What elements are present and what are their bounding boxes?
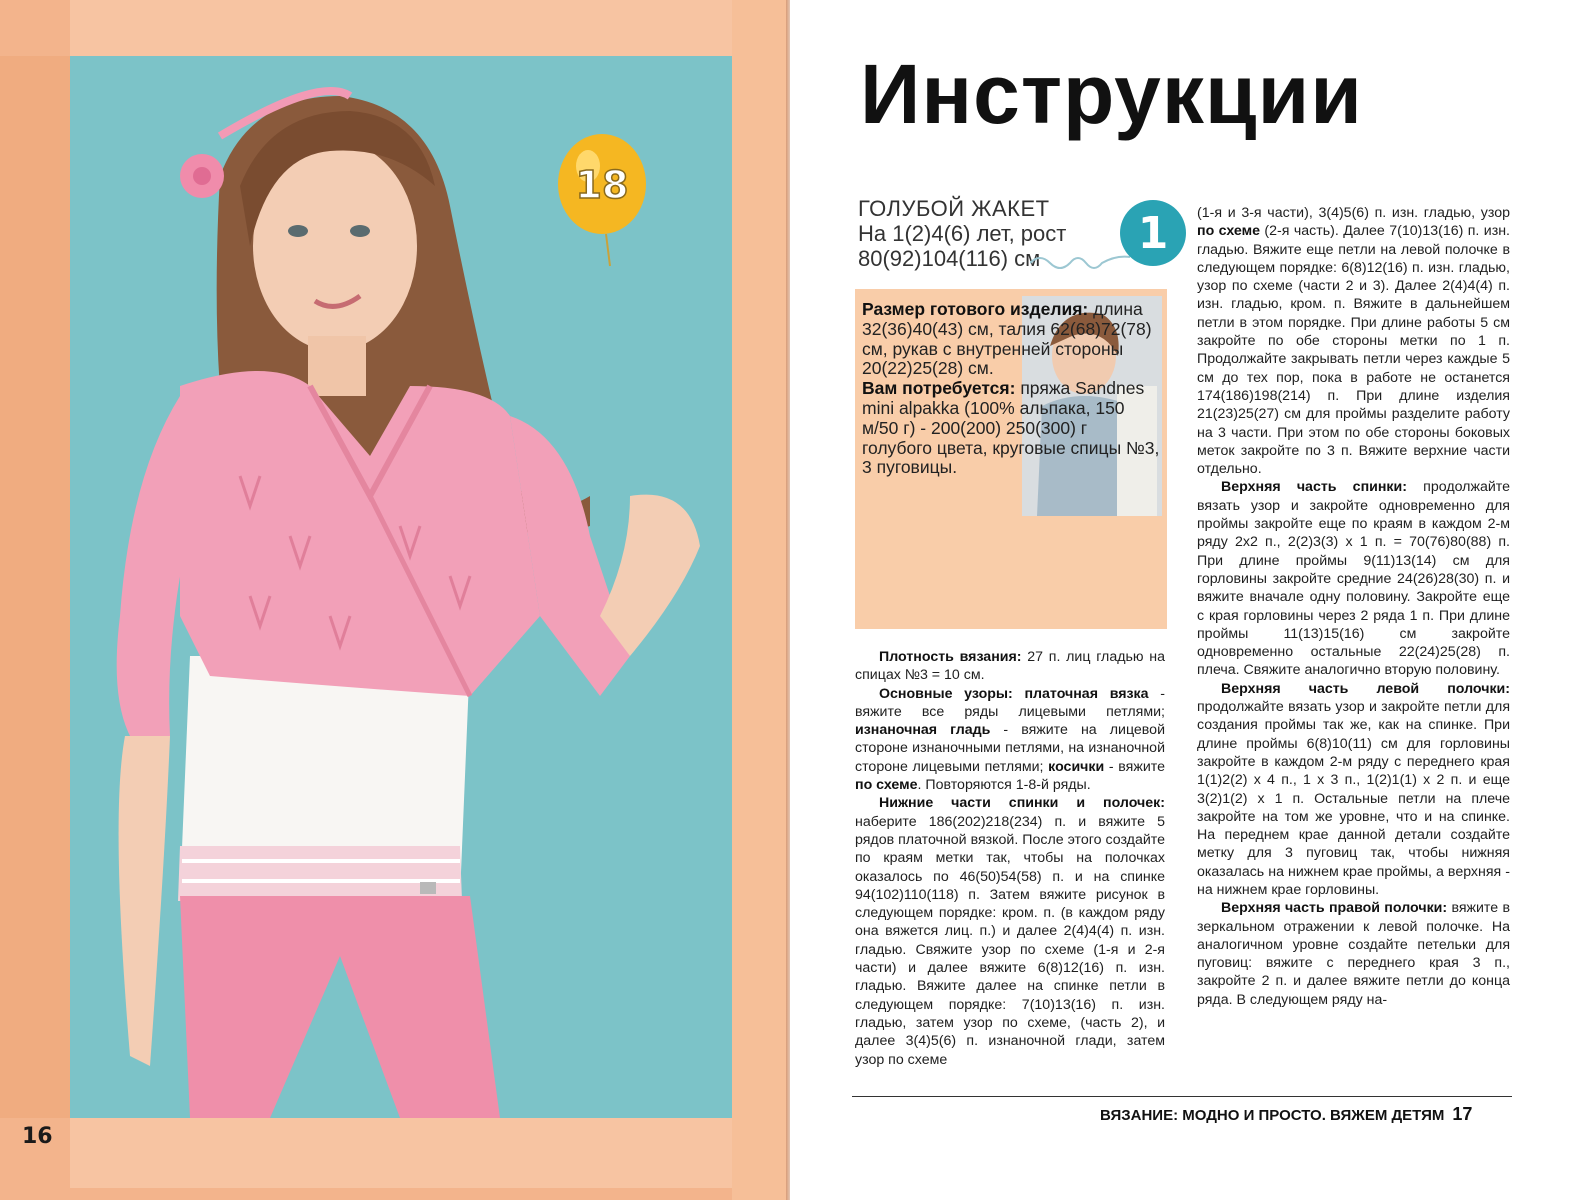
instructions-column-1 <box>855 648 1165 1069</box>
info-box-text <box>862 300 1162 478</box>
gauge-text: 27 п. лиц гладью на спицах №3 = 10 см. <box>855 649 1165 684</box>
left-frame-strip <box>0 56 70 1118</box>
upper-left-front-label: Верхняя часть левой полочки: <box>1221 680 1510 697</box>
model-number-badge: 1 <box>1120 200 1186 266</box>
page-title: Инструкции <box>860 47 1363 141</box>
magazine-title: ВЯЗАНИЕ: МОДНО И ПРОСТО. ВЯЖЕМ ДЕТЯМ <box>1100 1107 1445 1124</box>
right-frame-strip <box>732 0 790 1200</box>
upper-right-front-text: вяжите в зеркальном отражении к левой полочке. На аналогичном уровне создайте петельки для пуговиц: вяжите с переднего края 3 п., закройте 2 п. и далее вяжите петли до конца ряда. В следующем ряду на- <box>1197 900 1510 1008</box>
left-page <box>0 0 790 1200</box>
model-photo <box>70 56 732 1118</box>
reverse-stockinette-label: изнаночная гладь <box>855 722 991 739</box>
yarn-thread-icon <box>1030 245 1130 275</box>
paragraph-gauge <box>855 648 1165 685</box>
patterns-text-b: - вяжите на лицевой стороне изнаночными петлями, на изнаночной стороне лицевыми петлями; <box>855 722 1165 775</box>
footer <box>1100 1104 1472 1125</box>
patterns-text-a: - вяжите все ряды лицевыми петлями; <box>855 685 1165 720</box>
garment-size-line-2: 80(92)104(116) см <box>858 246 1041 271</box>
continued-by-chart: по схеме <box>1197 223 1260 240</box>
footer-rule <box>852 1096 1512 1097</box>
page-number-left: 16 <box>22 1124 53 1149</box>
continued-text-b: (2-я часть). Далее 7(10)13(16) п. изн. гладью. Вяжите еще петли на левой полочке в следующем порядке: 6(8)12(16) п. изн. гладью, узор по схеме (части 2 и 3). Далее 2(4)4(4) п. изн. гладью, кром. п. Вяжите в дальнейшем петли в этом порядке. При длине работы 5 см закройте по обе стороны метки по 1 п. Продолжайте закрывать петли через каждые 5 см до тех пор, пока в работе не останется 174(186)198(214) п. При длине изделия 21(23)25(27) см для проймы разделите работу на 3 части. При этом по обе стороны боковых меток закройте по 3 п. Вяжите верхние части отдельно. <box>1197 223 1511 478</box>
paragraph-upper-right-front <box>1197 899 1510 1009</box>
upper-left-front-text: продолжайте вязать узор и закройте петли для создания проймы так же, как на спинке. При длине проймы 6(8)10(11) см для горловины закройте в каждом 2-м ряду с переднего края 1(1)2(2) х 4 п., 1 х 3 п., 1(2)1(1) х 2 п. и еще 3(2)1(2) х 1 п. Остальные петли на плече закройте на том же уровне, что и на спинке. На переднем крае данной детали создайте метку для 3 пуговиц так, чтобы нижняя оказалась на нижнем крае проймы, а верхняя - на нижнем крае горловины. <box>1197 699 1510 898</box>
girl-illustration <box>70 56 732 1118</box>
cables-label: косички <box>1043 758 1105 775</box>
paragraph-patterns <box>855 685 1165 795</box>
upper-right-front-label: Верхняя часть правой полочки: <box>1221 900 1448 917</box>
instructions-column-2 <box>1197 204 1510 1009</box>
size-label: Размер готового изделия: <box>862 299 1089 319</box>
garment-name: ГОЛУБОЙ ЖАКЕТ <box>858 196 1050 221</box>
balloon-number: 18 <box>575 163 629 207</box>
gauge-label: Плотность вязания: <box>879 649 1022 665</box>
patterns-text-c: - вяжите <box>1104 758 1165 775</box>
top-frame-strip <box>70 0 790 56</box>
bottom-frame-strip <box>70 1118 790 1188</box>
need-label: Вам потребуется: <box>862 378 1016 399</box>
page-number-right: 17 <box>1452 1104 1473 1124</box>
lower-parts-label: Нижние части спинки и полочек: <box>879 795 1165 812</box>
upper-back-label: Верхняя часть спинки: <box>1221 479 1407 496</box>
need-text: пряжа Sandnes mini alpakka (100% альпака, 150 м/50 г) - 200(200) 250(300) г голубого цвета, круговые спицы №3, 3 пуговицы. <box>862 378 1160 478</box>
continued-text-a: (1-я и 3-я части), 3(4)5(6) п. изн. гладью, узор <box>1197 205 1510 221</box>
by-chart-label: по схеме <box>855 777 918 794</box>
size-text: длина 32(36)40(43) см, талия 62(68)72(78) см, рукав с внутренней стороны 20(22)25(28) см. <box>862 299 1152 379</box>
upper-back-text: продолжайте вязать узор и закройте одновременно для проймы закройте еще по краям в каждом 2-м ряду 2х2 п., 2(2)3(3) х 1 п. = 70(76)80(88) п. При длине проймы 9(11)13(14) см для горловины закройте средние 24(26)28(30) п. и вяжите вначале одну половину. Закройте еще с края горловины через 2 ряда 1 п. При длине проймы 11(13)15(16) см закройте одновременно остальные 22(24)25(28) п. плеча. Свяжите аналогично вторую половину. <box>1197 479 1510 679</box>
paragraph-upper-back <box>1197 478 1510 679</box>
lower-parts-text: наберите 186(202)218(234) п. и вяжите 5 рядов платочной вязкой. После этого создайте по краям метки так, чтобы на полочках оказалось по 46(50)54(58) п. и на спинке 94(102)110(118) п. Затем вяжите рисунок в следующем порядке: кром. п. (в каждом ряду она вяжется лиц. п.) и далее 2(4)4(4) п. изн. гладью. Свяжите узор по схеме (1-я и 2-я части) и далее вяжите 6(8)12(16) п. изн. гладью. Вяжите далее на спинке петли в следующем порядке: 7(10)13(16) п. изн. гладью, затем узор по схеме, (часть 2), и далее 3(4)5(6) п. изнаночной глади, затем узор по схеме <box>855 813 1165 1068</box>
paragraph-upper-left-front <box>1197 680 1510 900</box>
paragraph-continued <box>1197 204 1510 478</box>
patterns-label: Основные узоры: платочная вязка <box>879 685 1149 702</box>
garment-size-line-1: На 1(2)4(6) лет, рост <box>858 221 1067 246</box>
paragraph-lower-parts <box>855 794 1165 1068</box>
patterns-text-d: . Повторяются 1-8-й ряды. <box>917 777 1091 794</box>
